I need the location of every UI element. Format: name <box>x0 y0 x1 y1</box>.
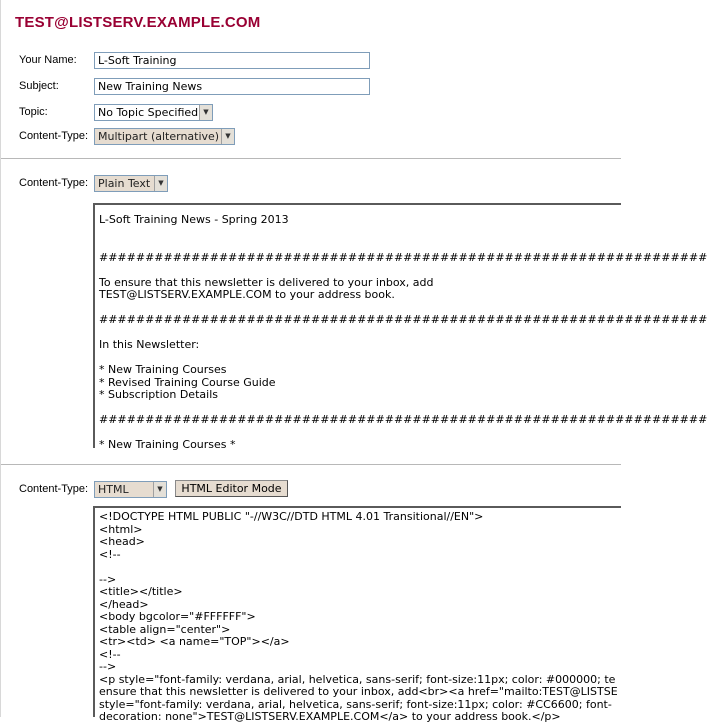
plain-content-type-label: Content-Type: <box>19 177 89 189</box>
topic-label: Topic: <box>19 106 48 118</box>
textarea-line: <head> <box>99 535 145 548</box>
content-type-select-value: Multipart (alternative) <box>98 130 220 143</box>
textarea-line <box>99 264 621 277</box>
textarea-line <box>99 561 621 574</box>
textarea-line: decoration: none">TEST@LISTSERV.EXAMPLE.COM</a> to your address book.</p> <box>99 710 561 723</box>
textarea-line: <html> <box>99 522 143 536</box>
textarea-line: ################################################################## <box>99 413 707 426</box>
textarea-line: * New Training Courses * <box>99 438 236 451</box>
plain-content-type-select[interactable] <box>94 175 168 192</box>
plain-content-type-value: Plain Text <box>98 177 151 190</box>
your-name-label: Your Name: <box>19 54 77 66</box>
textarea-line: ################################################################## <box>99 250 707 264</box>
section-divider <box>1 464 621 465</box>
content-type-label: Content-Type: <box>19 130 89 142</box>
textarea-line: --> <box>99 572 117 586</box>
textarea-line: ensure that this newsletter is delivered to your inbox, add<br><a href="mailto:TEST@LISTSE <box>99 685 618 698</box>
plain-text-body-textarea[interactable] <box>93 203 707 451</box>
textarea-line: <!-- <box>99 647 121 661</box>
textarea-line: --> <box>99 660 117 673</box>
textarea-line: In this Newsletter: <box>99 338 200 351</box>
textarea-line: * Subscription Details <box>99 388 218 401</box>
textarea-line: To ensure that this newsletter is delivered to your inbox, add <box>99 275 434 289</box>
chevron-down-icon: ▼ <box>199 105 212 120</box>
textarea-line: L-Soft Training News - Spring 2013 <box>99 213 289 226</box>
topic-select-value: No Topic Specified <box>98 106 199 119</box>
chevron-down-icon: ▼ <box>153 482 166 497</box>
textarea-line: <body bgcolor="#FFFFFF"> <box>99 610 256 623</box>
html-content-type-label: Content-Type: <box>19 483 89 495</box>
textarea-line: * Revised Training Course Guide <box>99 375 276 389</box>
textarea-line: style="font-family: verdana, arial, helvetica, sans-serif; font-size:11px; color: #CC6600; font- <box>99 697 612 711</box>
textarea-line: <!DOCTYPE HTML PUBLIC "-//W3C//DTD HTML 4.01 Transitional//EN"> <box>99 510 484 523</box>
textarea-line: ################################################################## <box>99 313 707 326</box>
list-address-title: TEST@LISTSERV.EXAMPLE.COM <box>15 14 261 31</box>
textarea-line: </head> <box>99 597 149 611</box>
content-type-select[interactable] <box>94 128 235 145</box>
textarea-line: <!-- <box>99 547 121 561</box>
subject-label: Subject: <box>19 80 59 92</box>
html-editor-mode-button[interactable]: HTML Editor Mode <box>175 480 288 497</box>
html-body-textarea[interactable] <box>93 506 621 723</box>
subject-input[interactable]: New Training News <box>94 78 370 95</box>
html-content-type-select[interactable] <box>94 481 167 498</box>
html-content-type-value: HTML <box>98 483 129 496</box>
textarea-line: <title></title> <box>99 585 183 598</box>
your-name-input[interactable]: L-Soft Training <box>94 52 370 69</box>
textarea-line: <p style="font-family: verdana, arial, helvetica, sans-serif; font-size:11px; color: #000000; te <box>99 672 616 686</box>
textarea-line: * New Training Courses <box>99 363 227 376</box>
textarea-line <box>99 239 621 252</box>
textarea-line: <tr><td> <a name="TOP"></a> <box>99 635 290 648</box>
textarea-line: TEST@LISTSERV.EXAMPLE.COM to your address book. <box>99 288 395 301</box>
chevron-down-icon: ▼ <box>154 176 167 191</box>
section-divider <box>1 158 621 159</box>
topic-select[interactable] <box>94 104 213 121</box>
textarea-line: <table align="center"> <box>99 622 231 636</box>
chevron-down-icon: ▼ <box>221 129 234 144</box>
textarea-line <box>99 227 621 240</box>
